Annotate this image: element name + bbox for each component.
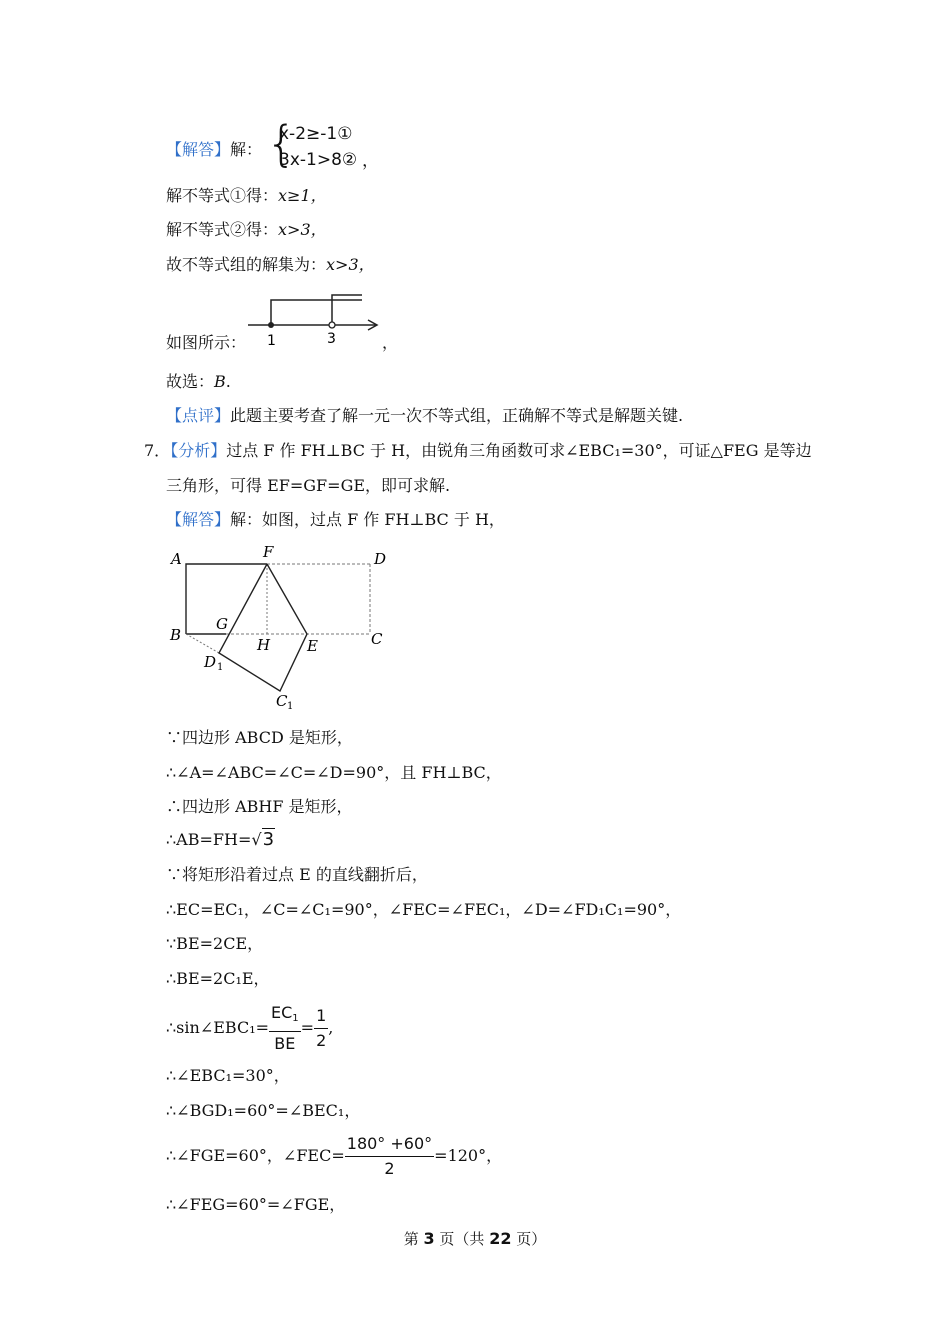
rectangle-fold-figure xyxy=(166,540,396,715)
label-A: A xyxy=(171,550,182,568)
q6-answer-line xyxy=(166,140,262,160)
label-G: G xyxy=(216,615,228,633)
review-tag: 【点评】 xyxy=(166,406,231,425)
page-number: 3 xyxy=(423,1229,435,1248)
q6-review: 【点评】此题主要考查了解一元一次不等式组，正确解不等式是解题关键. xyxy=(166,406,684,425)
answer-tag: 【解答】 xyxy=(166,140,231,159)
label-D1-sub: 1 xyxy=(217,662,224,673)
fraction-one-half: $\frac{1}{2}$ xyxy=(316,1006,327,1050)
question-number: 7． xyxy=(144,441,171,460)
label-C1-sub: 1 xyxy=(287,701,294,712)
number-line-figure xyxy=(244,290,386,350)
system-brace: { xyxy=(266,116,297,172)
q7-answer-line: 【解答】解：如图，过点 F 作 FH⊥BC 于 H， xyxy=(166,510,505,529)
figure-intro: 如图所示： xyxy=(166,333,247,352)
label-E: E xyxy=(307,637,318,655)
q7-step-2: ∴∠A=∠ABC=∠C=∠D=90°，且 FH⊥BC， xyxy=(166,763,502,782)
analysis-tag: 【分析】 xyxy=(170,441,227,460)
page-footer: 第 3 页（共 22 页） xyxy=(403,1229,547,1248)
q7-step-8: ∴BE=2C₁E， xyxy=(166,969,270,988)
numline-label-3: 3 xyxy=(327,331,336,347)
label-D1: D xyxy=(204,653,217,671)
answer-tag: 【解答】 xyxy=(166,510,231,529)
inequality-line-1: x-2≥-1① xyxy=(279,124,353,144)
numline-label-1: 1 xyxy=(267,333,276,349)
q6-step-3: 故不等式组的解集为：x>3， xyxy=(166,255,375,274)
label-C1: C xyxy=(276,692,288,710)
q7-analysis-line-2: 三角形，可得 EF=GF=GE，即可求解. xyxy=(166,476,451,495)
inequality-comma: ， xyxy=(362,151,379,171)
sqrt-expression: √3 xyxy=(251,829,275,850)
q7-step-4: ∴AB=FH=√3 xyxy=(166,829,275,850)
q7-step-7: ∵BE=2CE， xyxy=(166,934,264,953)
label-F: F xyxy=(263,543,274,561)
q7-step-13: ∴∠FEG=60°=∠FGE， xyxy=(166,1195,346,1214)
label-C: C xyxy=(371,630,383,648)
fraction-angle-sum: $\frac{180^\circ +60^\circ}{2}$ xyxy=(346,1134,433,1178)
q7-step-3: ∴四边形 ABHF 是矩形， xyxy=(166,797,353,816)
label-H: H xyxy=(257,636,271,654)
fraction-ec1-be: $\frac{EC_1}{BE}$ xyxy=(271,1003,299,1053)
answer-prefix: 解： xyxy=(230,140,263,159)
q7-step-11: ∴∠BGD₁=60°=∠BEC₁， xyxy=(166,1101,361,1120)
q7-step-1: ∵四边形 ABCD 是矩形， xyxy=(166,728,353,747)
q7-step-5: ∵将矩形沿着过点 E 的直线翻折后， xyxy=(166,865,428,884)
total-pages: 22 xyxy=(489,1229,512,1248)
q6-choice: 故选：B. xyxy=(166,372,231,391)
q6-step-2: 解不等式②得：x>3， xyxy=(166,220,327,239)
q7-step-6: ∴EC=EC₁，∠C=∠C₁=90°，∠FEC=∠FEC₁，∠D=∠FD₁C₁=90°， xyxy=(166,900,682,919)
q6-step-1: 解不等式①得：x≥1， xyxy=(166,186,327,205)
q7-analysis-line-1: 7．【分析】过点 F 作 FH⊥BC 于 H，由锐角三角函数可求∠EBC₁=30°，可证△FEG 是等边 xyxy=(144,441,812,460)
figure-comma: ， xyxy=(382,333,399,352)
q7-step-10: ∴∠EBC₁=30°， xyxy=(166,1066,290,1085)
q7-step-12: ∴∠FGE=60°，∠FEC= $\frac{180^\circ +60^\circ}{2}$ =120°， xyxy=(166,1131,502,1181)
label-B: B xyxy=(170,626,182,644)
inequality-line-2: 3x-1>8② xyxy=(279,150,358,170)
q7-step-9: ∴sin∠EBC₁= $\frac{EC_1}{BE}$ = $\frac{1}{2}$ , xyxy=(166,1001,333,1056)
label-D: D xyxy=(374,550,387,568)
